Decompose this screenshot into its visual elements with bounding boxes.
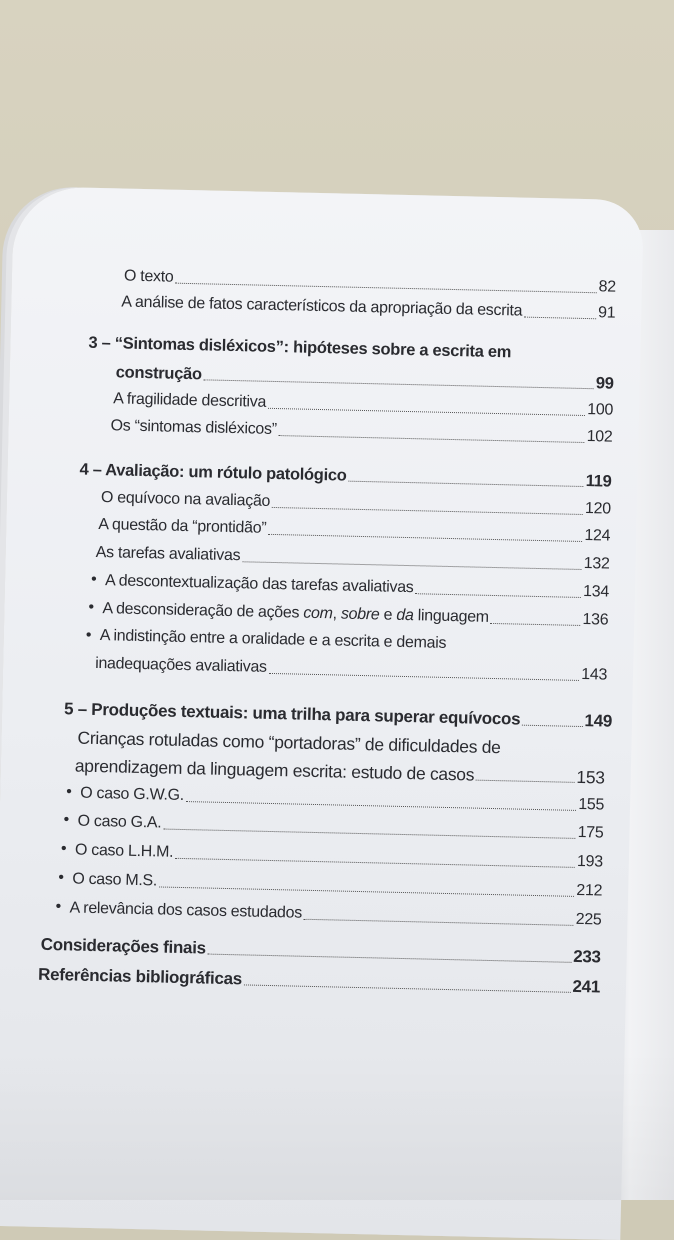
toc-entry-indistincao-line1: A indistinção entre a oralidade e a escrita e demais: [99, 627, 447, 652]
toc-page-number: 132: [583, 555, 610, 573]
dot-leader: [204, 379, 594, 389]
toc-entry-label: A fragilidade descritiva: [113, 390, 267, 411]
toc-page-number: 91: [597, 304, 616, 322]
toc-page-number: 193: [576, 852, 604, 871]
toc-entry-label: inadequações avaliativas: [94, 654, 267, 676]
bullet-icon: •: [63, 811, 70, 829]
dot-leader: [524, 317, 596, 320]
toc-page-number: 102: [586, 428, 613, 446]
dot-leader: [304, 919, 574, 926]
toc-entry-label: O equívoco na avaliação: [100, 489, 271, 510]
toc-entry-label: O caso L.H.M.: [74, 841, 174, 861]
dot-leader: [186, 801, 576, 811]
toc-page-number: 100: [587, 401, 614, 419]
toc-entry-label: Referências bibliográficas: [37, 964, 243, 989]
bullet-icon: •: [85, 626, 92, 644]
dot-leader: [272, 507, 583, 515]
dot-leader: [268, 534, 582, 542]
label-part-italic: sobre: [340, 605, 380, 624]
bullet-icon: •: [58, 869, 65, 887]
toc-entry-analise: [121, 292, 615, 323]
label-part-italic: da: [396, 606, 414, 625]
toc-entry-tarefas: [95, 543, 609, 575]
toc-entry-fragilidade: [113, 389, 613, 420]
toc-page-number: 143: [581, 665, 608, 684]
toc-entry-prontidao: [98, 515, 610, 547]
toc-entry-equivoco: [101, 488, 611, 520]
toc-entry-label: 5 – Produções textuais: uma trilha para superar equívocos: [63, 699, 521, 729]
toc-entry-sintomas: [110, 416, 612, 447]
label-part: ,: [332, 605, 342, 623]
toc-entry-label: O caso G.A.: [77, 812, 162, 832]
toc-entry-label: Os “sintomas disléxicos”: [110, 417, 277, 439]
toc-entry-o-texto: [124, 267, 616, 298]
bullet-icon: •: [90, 570, 97, 588]
toc-entry-label: A descontextualização das tarefas avaliativas: [104, 572, 414, 597]
label-part: A desconsideração de ações: [102, 600, 304, 622]
toc-entry-label: As tarefas avaliativas: [95, 543, 241, 565]
toc-page-number: 153: [576, 766, 605, 788]
bullet-icon: •: [55, 898, 62, 916]
chapter-4-title: [79, 460, 611, 492]
toc-page-number: 225: [575, 910, 602, 929]
bullet-icon: •: [66, 783, 73, 801]
toc-entry-criancas-line1: Crianças rotuladas como “portadoras” de dificuldades de: [77, 727, 501, 758]
dot-leader: [244, 984, 571, 992]
book-page: [0, 186, 644, 1240]
toc-entry-label: O texto: [123, 267, 174, 286]
toc-entry-caso-ga: [77, 812, 603, 844]
label-part-italic: com: [303, 604, 333, 623]
toc-page-number: 233: [572, 946, 601, 967]
toc-page-number: 82: [598, 278, 617, 296]
toc-entry-label: aprendizagem da linguagem escrita: estudo de casos: [74, 755, 475, 785]
dot-leader: [208, 954, 571, 963]
dot-leader: [269, 673, 580, 681]
toc-entry-label: [102, 599, 489, 628]
dot-leader: [491, 623, 581, 626]
dot-leader: [159, 886, 574, 896]
dot-leader: [279, 435, 585, 443]
chapter-3-title: [116, 362, 614, 393]
toc-entry-criancas: [75, 756, 605, 788]
toc-page-number: 241: [572, 976, 601, 997]
toc-page-number: 134: [582, 583, 610, 601]
toc-entry-label: A questão da “prontidão”: [98, 516, 267, 537]
toc-page-number: 155: [578, 795, 605, 814]
toc-entry-desconsideracao: [102, 599, 608, 630]
chapter-3-title-line1: 3 – “Sintomas disléxicos”: hipóteses sobre a escrita em: [88, 333, 512, 362]
toc-entry-descontextualizacao: [105, 571, 609, 602]
dot-leader: [348, 481, 583, 487]
toc-entry-label: construção: [115, 363, 202, 384]
toc-entry-relevancia: [69, 898, 601, 930]
toc-entry-label: O caso M.S.: [72, 870, 158, 890]
dot-leader: [268, 408, 585, 416]
dot-leader: [476, 780, 574, 783]
toc-page-number: 124: [584, 527, 611, 545]
toc-entry-caso-gwg: [80, 784, 604, 816]
toc-page-number: 149: [584, 711, 613, 731]
toc-entry-label: 4 – Avaliação: um rótulo patológico: [79, 460, 347, 485]
toc-entry-label: A análise de fatos característicos da apropriação da escrita: [121, 293, 523, 320]
dot-leader: [175, 283, 596, 294]
toc-entry-referencias: [38, 965, 600, 998]
chapter-5-title: [64, 699, 612, 731]
table-of-contents: [0, 186, 644, 1240]
toc-entry-caso-ms: [72, 870, 602, 902]
dot-leader: [242, 561, 582, 570]
label-part: linguagem: [413, 607, 489, 626]
toc-page-number: 175: [577, 823, 604, 842]
toc-page-number: 99: [595, 374, 614, 393]
dot-leader: [415, 593, 581, 598]
bullet-icon: •: [88, 598, 95, 616]
label-part: e: [379, 606, 397, 624]
dot-leader: [175, 858, 575, 868]
toc-page-number: 119: [585, 472, 612, 491]
toc-entry-consideracoes-finais: [41, 935, 601, 968]
toc-entry-indistincao: [95, 654, 607, 686]
dot-leader: [163, 829, 575, 839]
toc-entry-label: A relevância dos casos estudados: [69, 899, 303, 922]
toc-page-number: 136: [582, 611, 609, 629]
toc-page-number: 212: [576, 881, 603, 900]
bullet-icon: •: [60, 840, 67, 858]
toc-entry-label: Considerações finais: [40, 934, 206, 958]
dot-leader: [522, 725, 582, 727]
toc-page-number: 120: [584, 500, 612, 518]
toc-entry-caso-lhm: [75, 841, 603, 873]
toc-entry-label: O caso G.W.G.: [80, 784, 185, 805]
